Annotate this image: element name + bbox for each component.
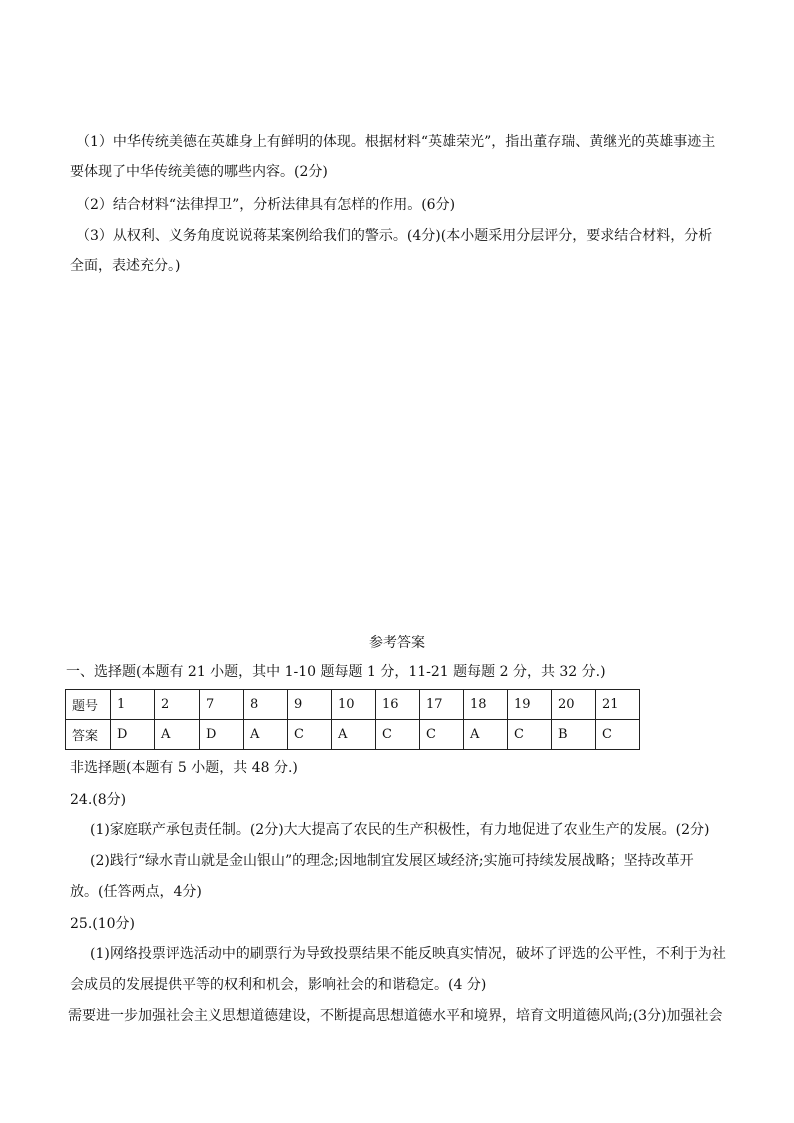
table-cell: 8 — [244, 690, 288, 720]
question-2: （2）结合材料“法律捍卫”，分析法律具有怎样的作用。(6分) — [76, 197, 456, 213]
row-label-answer: 答案 — [66, 720, 111, 750]
question-1-line-1: （1）中华传统美德在英雄身上有鲜明的体现。根据材料“英雄荣光”，指出董存瑞、黄继光的英雄事迹主 — [76, 134, 716, 150]
question-1-line-2: 要体现了中华传统美德的哪些内容。(2分) — [70, 164, 328, 180]
table-cell: 9 — [288, 690, 332, 720]
table-cell: 17 — [420, 690, 464, 720]
table-cell: 2 — [155, 690, 200, 720]
answer-key-title: 参考答案 — [369, 635, 425, 651]
table-cell: C — [508, 720, 552, 750]
table-cell: 18 — [464, 690, 508, 720]
q25-answer-1-line-2: 会成员的发展提供平等的权利和机会，影响社会的和谐稳定。(4 分) — [70, 977, 487, 993]
question-3-line-2: 全面，表述充分。) — [70, 258, 181, 274]
table-cell: 19 — [508, 690, 552, 720]
q24-heading: 24.(8分) — [70, 792, 127, 808]
table-cell: C — [288, 720, 332, 750]
table-cell: C — [596, 720, 640, 750]
q25-answer-2-line-1: 需要进一步加强社会主义思想道德建设，不断提高思想道德水平和境界，培育文明道德风尚;(3分)加强社会 — [68, 1008, 723, 1024]
table-cell: 21 — [596, 690, 640, 720]
q24-answer-2-line-2: 放。(任答两点，4分) — [70, 884, 202, 900]
q25-answer-1-line-1: (1)网络投票评选活动中的刷票行为导致投票结果不能反映真实情况，破坏了评选的公平性，不利于为社 — [90, 946, 726, 962]
q25-heading: 25.(10分) — [70, 916, 136, 932]
table-cell: C — [376, 720, 420, 750]
table-cell: B — [552, 720, 596, 750]
section-1-heading: 一、选择题(本题有 21 小题，其中 1-10 题每题 1 分，11-21 题每题 2 分，共 32 分.) — [66, 664, 606, 680]
table-cell: 7 — [200, 690, 244, 720]
section-2-heading: 非选择题(本题有 5 小题，共 48 分.) — [70, 760, 298, 776]
table-cell: C — [420, 720, 464, 750]
q24-answer-2-line-1: (2)践行“绿水青山就是金山银山”的理念;因地制宜发展区域经济;实施可持续发展战略；坚持改革开 — [90, 853, 694, 869]
table-cell: D — [200, 720, 244, 750]
table-cell: D — [111, 720, 155, 750]
table-cell: A — [332, 720, 376, 750]
table-cell: 10 — [332, 690, 376, 720]
q24-answer-1: (1)家庭联产承包责任制。(2分)大大提高了农民的生产积极性，有力地促进了农业生产的发展。(2分) — [90, 822, 710, 838]
row-label-number: 题号 — [66, 690, 111, 720]
answer-table — [65, 689, 640, 750]
table-cell: 1 — [111, 690, 155, 720]
table-row-answers — [66, 720, 640, 750]
question-3-line-1: （3）从权利、义务角度说说蒋某案例给我们的警示。(4分)(本小题采用分层评分，要求结合材料，分析 — [76, 228, 713, 244]
table-row-numbers — [66, 690, 640, 720]
table-cell: 16 — [376, 690, 420, 720]
table-cell: A — [155, 720, 200, 750]
table-cell: A — [244, 720, 288, 750]
table-cell: 20 — [552, 690, 596, 720]
table-cell: A — [464, 720, 508, 750]
